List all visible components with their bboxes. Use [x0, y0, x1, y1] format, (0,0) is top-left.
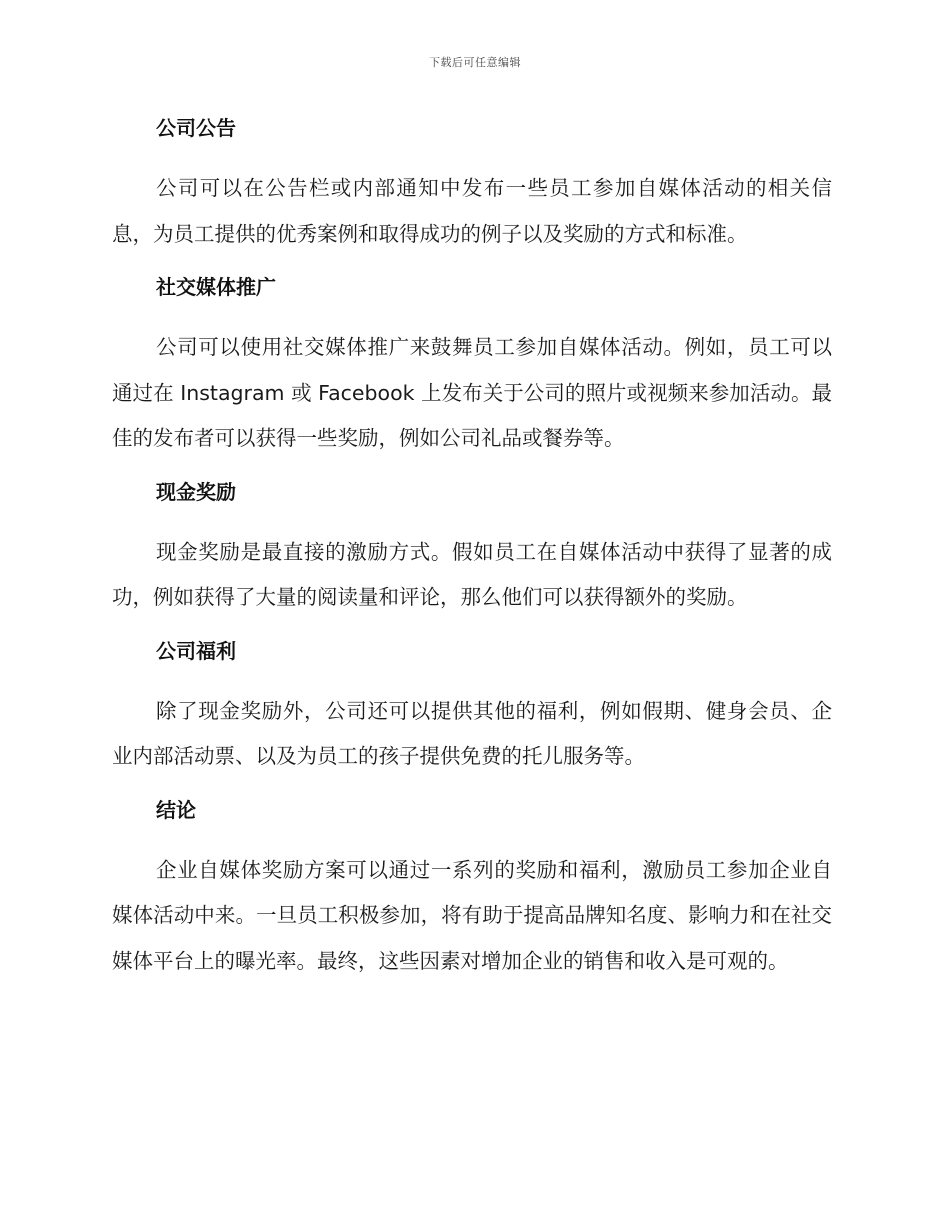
section-heading: 现金奖励 [156, 479, 236, 504]
section-paragraph: 企业自媒体奖励方案可以通过一系列的奖励和福利，激励员工参加企业自媒体活动中来。一旦员工积极参加，将有助于提高品牌知名度、影响力和在社交媒体平台上的曝光率。最终，这些因素对增加企业的销售和收入是可观的。 [112, 857, 832, 973]
section-company-announcement [112, 112, 832, 257]
section-heading: 公司福利 [156, 638, 236, 663]
section-paragraph: 公司可以在公告栏或内部通知中发布一些员工参加自媒体活动的相关信息，为员工提供的优秀案例和取得成功的例子以及奖励的方式和标准。 [112, 176, 832, 246]
section-conclusion [112, 794, 832, 985]
section-paragraph: 公司可以使用社交媒体推广来鼓舞员工参加自媒体活动。例如，员工可以通过在 Instagram 或 Facebook 上发布关于公司的照片或视频来参加活动。最佳的发布者可以获得一些奖励，例如公司礼品或餐券等。 [112, 335, 832, 450]
section-heading: 结论 [156, 797, 196, 822]
section-paragraph: 除了现金奖励外，公司还可以提供其他的福利，例如假期、健身会员、企业内部活动票、以及为员工的孩子提供免费的托儿服务等。 [112, 698, 832, 768]
section-heading: 社交媒体推广 [156, 275, 276, 299]
page-header: 下载后可任意编辑 [429, 56, 521, 69]
section-cash-reward [112, 476, 832, 621]
section-social-media-promotion [112, 271, 832, 462]
section-paragraph: 现金奖励是最直接的激励方式。假如员工在自媒体活动中获得了显著的成功，例如获得了大量的阅读量和评论，那么他们可以获得额外的奖励。 [112, 539, 832, 609]
document-body [112, 112, 832, 998]
section-heading: 公司公告 [156, 116, 236, 140]
section-company-benefits [112, 635, 832, 780]
